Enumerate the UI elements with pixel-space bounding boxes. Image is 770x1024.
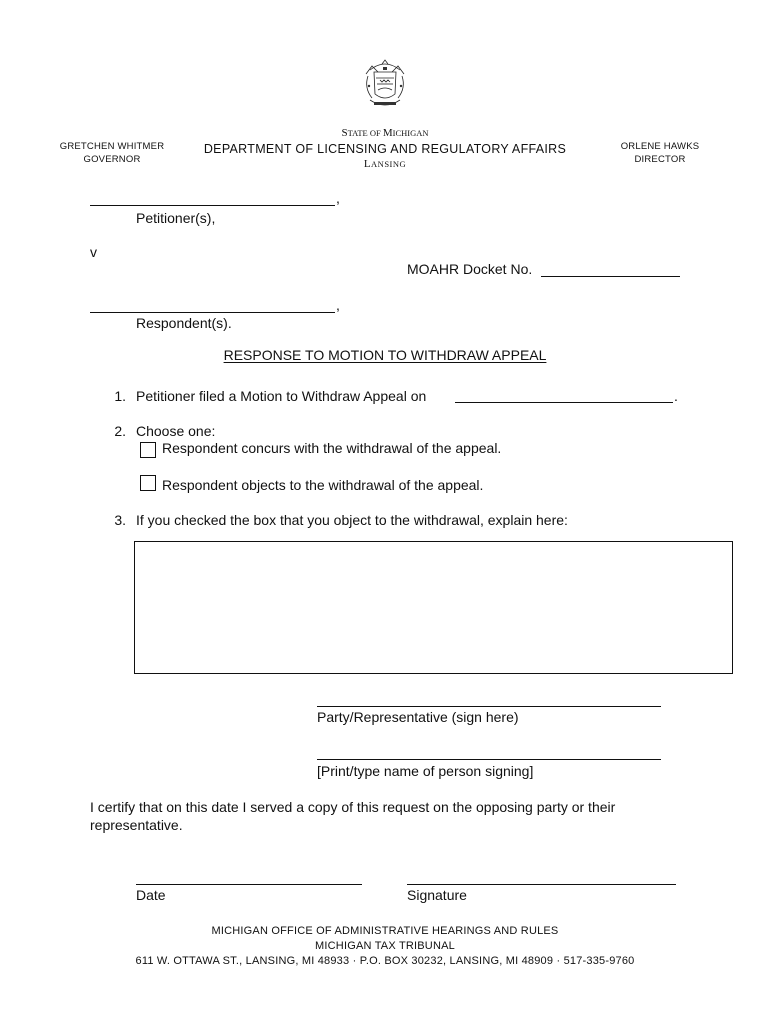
- lansing-heading: [285, 158, 485, 170]
- state-rest: TATE OF: [347, 128, 383, 138]
- item-3-text: If you checked the box that you object to the withdrawal, explain here:: [136, 512, 568, 528]
- print-name-label: [Print/type name of person signing]: [317, 763, 534, 779]
- director-title: DIRECTOR: [634, 154, 686, 165]
- governor-block: [52, 140, 172, 166]
- michigan-initial: M: [382, 127, 393, 139]
- petitioner-name-line[interactable]: [90, 193, 335, 206]
- petitioner-comma: ,: [336, 190, 340, 206]
- party-signature-label: Party/Representative (sign here): [317, 709, 519, 725]
- department-heading: DEPARTMENT OF LICENSING AND REGULATORY AFFAIRS: [203, 142, 567, 156]
- item-1-number: 1.: [114, 388, 126, 404]
- date-line[interactable]: [136, 872, 362, 885]
- certification-text: I certify that on this date I served a copy of this request on the opposing party or their representative.: [90, 799, 616, 833]
- respondent-label: Respondent(s).: [136, 315, 232, 331]
- item-1-period: .: [674, 388, 678, 404]
- item-2-number: 2.: [114, 423, 126, 439]
- footer-tribunal: MICHIGAN TAX TRIBUNAL: [315, 940, 455, 952]
- director-block: [600, 140, 720, 166]
- objects-checkbox[interactable]: [140, 475, 156, 491]
- motion-date-line[interactable]: [455, 388, 673, 403]
- petitioner-label: Petitioner(s),: [136, 210, 216, 226]
- date-label: Date: [136, 887, 166, 903]
- signature-label: Signature: [407, 887, 467, 903]
- state-initial: S: [341, 127, 348, 139]
- director-name: ORLENE HAWKS: [620, 141, 700, 152]
- objects-option-label: Respondent objects to the withdrawal of the appeal.: [162, 477, 484, 493]
- item-1-text: Petitioner filed a Motion to Withdraw Appeal on: [136, 388, 427, 404]
- lansing-rest: ANSING: [371, 159, 407, 169]
- explanation-textarea[interactable]: [134, 541, 733, 674]
- item-3-number: 3.: [114, 512, 126, 528]
- respondent-name-line[interactable]: [90, 300, 335, 313]
- respondent-comma: ,: [336, 297, 340, 313]
- document-title-text: RESPONSE TO MOTION TO WITHDRAW APPEAL: [223, 347, 547, 363]
- party-signature-line[interactable]: [317, 694, 661, 707]
- document-title: [0, 347, 770, 363]
- docket-label: MOAHR Docket No.: [407, 261, 533, 277]
- versus-label: v: [90, 244, 97, 260]
- docket-number-line[interactable]: [541, 262, 680, 277]
- signature-line[interactable]: [407, 872, 676, 885]
- concurs-checkbox[interactable]: [140, 442, 156, 458]
- footer-office: MICHIGAN OFFICE OF ADMINISTRATIVE HEARINGS AND RULES: [211, 925, 559, 937]
- michigan-seal-icon: [360, 56, 410, 112]
- item-2-text: Choose one:: [136, 423, 216, 439]
- governor-name: GRETCHEN WHITMER: [59, 141, 165, 152]
- governor-title: GOVERNOR: [83, 154, 141, 165]
- concurs-option-label: Respondent concurs with the withdrawal of the appeal.: [162, 440, 502, 456]
- print-name-line[interactable]: [317, 747, 661, 760]
- footer-address: 611 W. OTTAWA ST., LANSING, MI 48933 · P.O. BOX 30232, LANSING, MI 48909 · 517-335-9760: [135, 955, 635, 967]
- state-of-michigan-heading: [285, 127, 485, 139]
- michigan-rest: ICHIGAN: [392, 128, 429, 138]
- lansing-initial: L: [363, 158, 372, 170]
